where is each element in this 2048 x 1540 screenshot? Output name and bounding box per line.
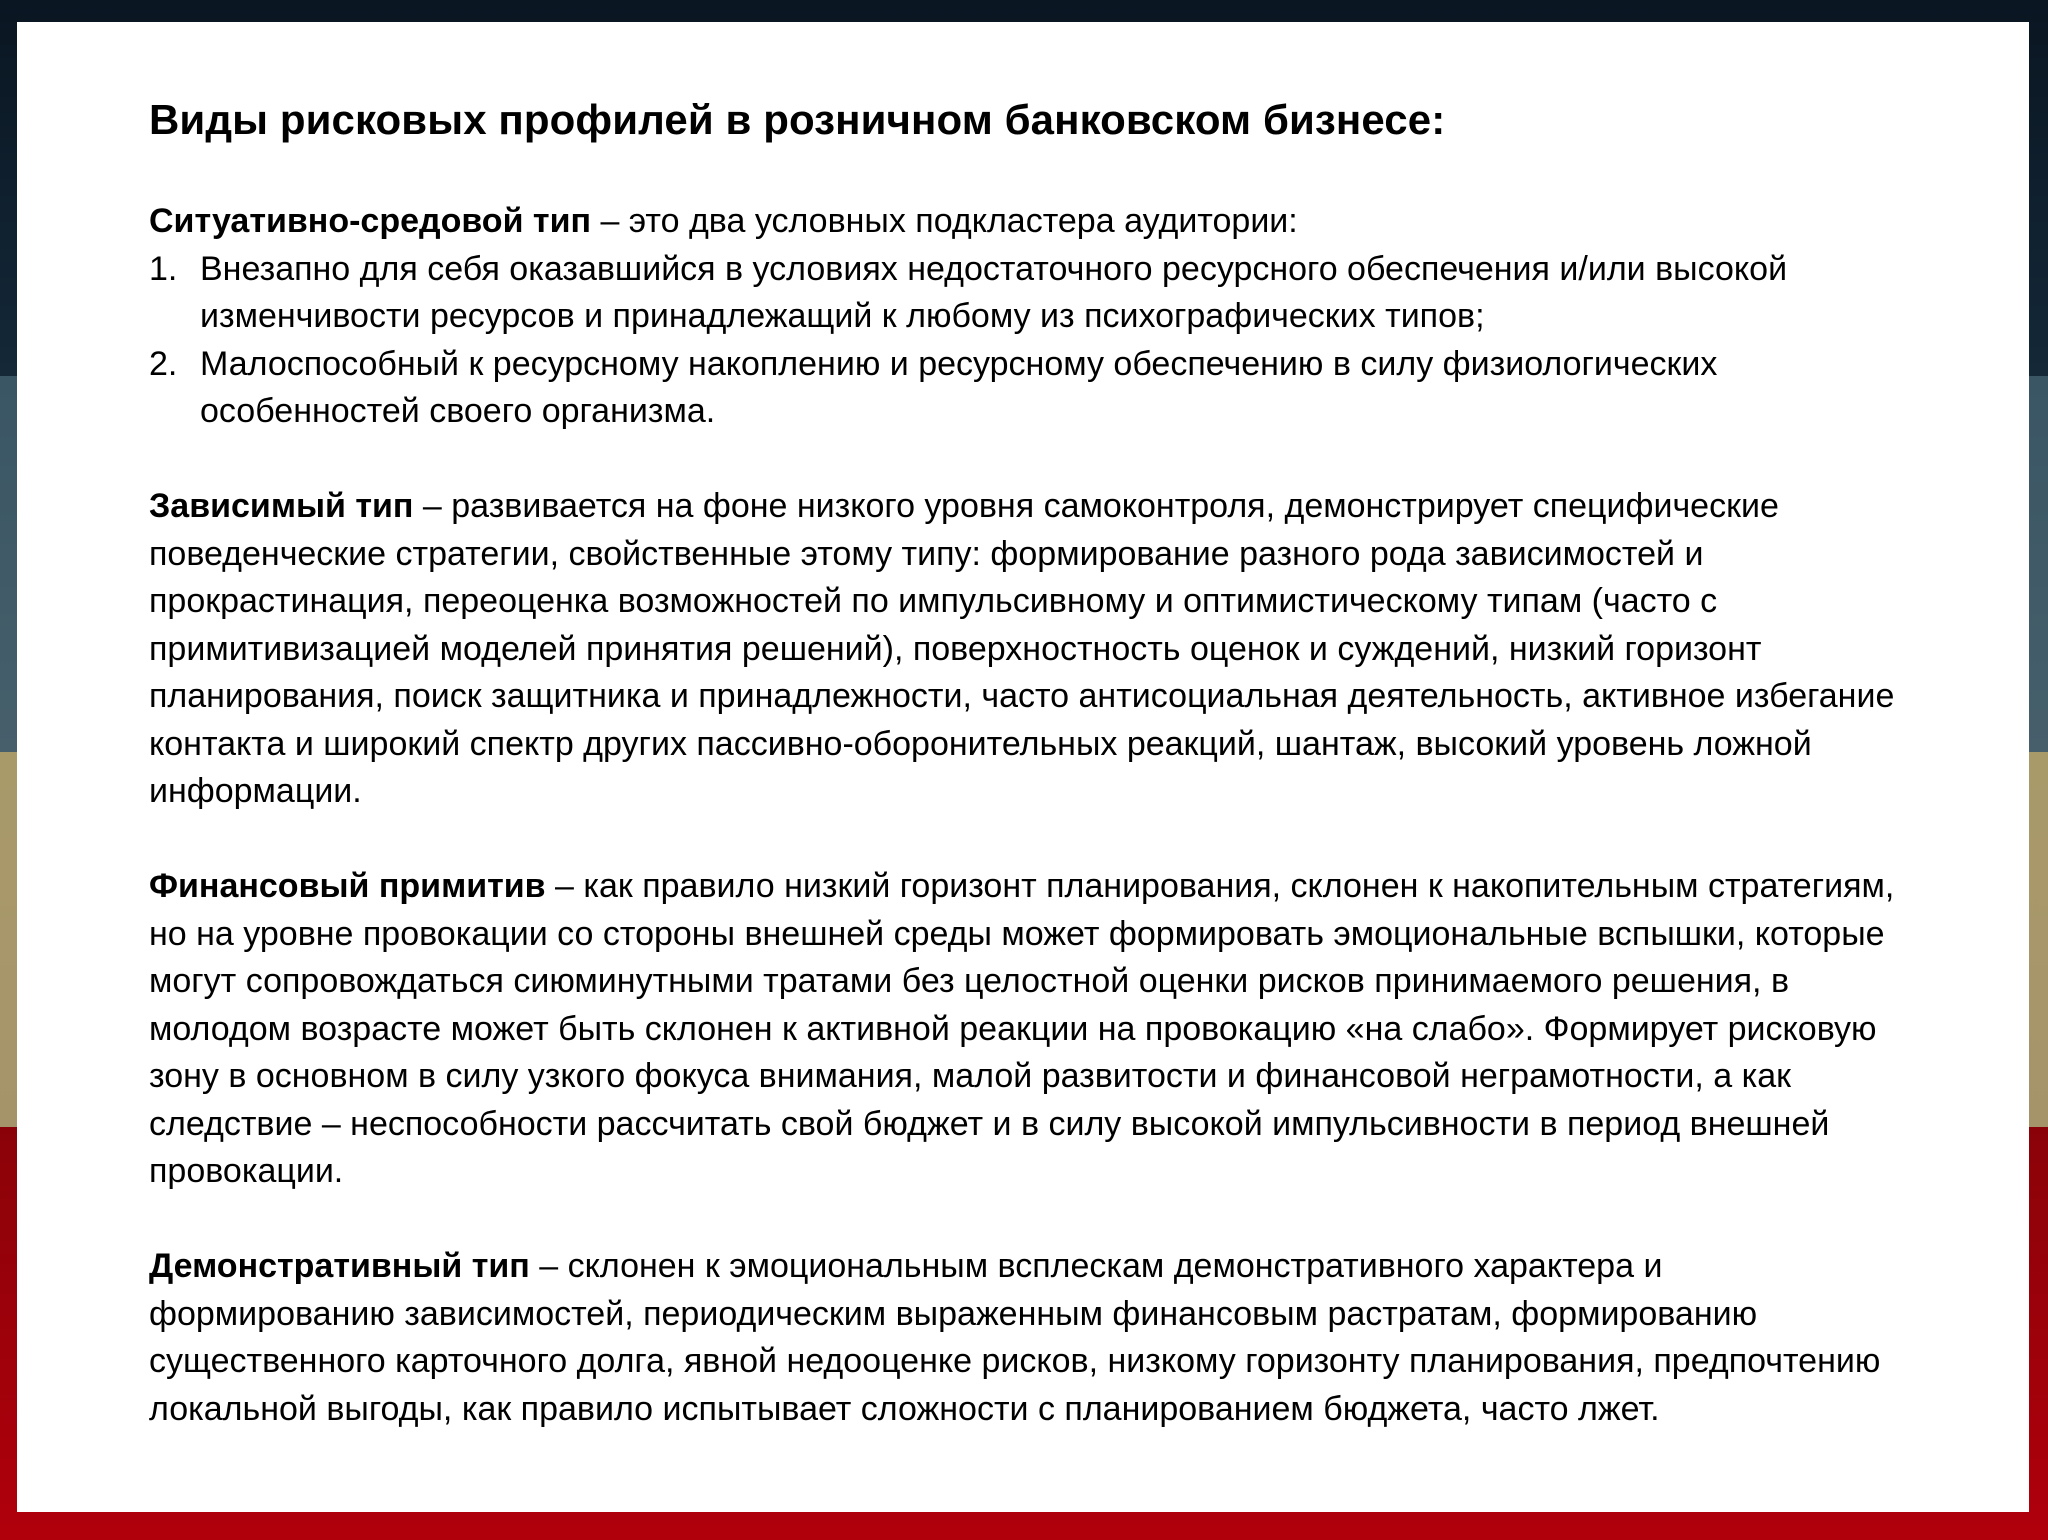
- section-demonstrative-type: [149, 1243, 1909, 1433]
- list-item: [149, 246, 1909, 341]
- section-financial-primitive: [149, 863, 1909, 1196]
- section-term: Финансовый примитив: [149, 867, 546, 905]
- list-item: [149, 341, 1909, 436]
- list-item-number: 2.: [149, 344, 178, 383]
- section-term: Зависимый тип: [149, 487, 414, 525]
- section-term: Демонстративный тип: [149, 1247, 530, 1285]
- section-paragraph: [149, 198, 1909, 246]
- list-item-text: Внезапно для себя оказавшийся в условиях недостаточного ресурсного обеспечения и/или высокой изменчивости ресурсов и принадлежащий к любому из психографических типов;: [200, 249, 1788, 335]
- slide-content-card: [17, 22, 2029, 1512]
- slide-title: Виды рисковых профилей в розничном банковском бизнесе:: [149, 96, 1446, 143]
- section-term: Ситуативно-средовой тип: [149, 202, 591, 240]
- subcluster-list: [149, 246, 1909, 436]
- section-dependent-type: [149, 483, 1909, 816]
- section-text: – как правило низкий горизонт планирования, склонен к накопительным стратегиям, но на уровне провокации со стороны внешней среды может формировать эмоциональные вспышки, которые могут сопровождаться сиюминутными тратами без целостной оценки рисков принимаемого решения, в молодом возрасте может быть склонен к активной реакции на провокацию «на слабо». Формирует рисковую зону в основном в силу узкого фокуса внимания, малой развитости и финансовой неграмотности, а как следствие – неспособности рассчитать свой бюджет и в силу высокой импульсивности в период внешней провокации.: [149, 867, 1895, 1190]
- section-text: – склонен к эмоциональным всплескам демонстративного характера и формированию зависимостей, периодическим выраженным финансовым растратам, формированию существенного карточного долга, явной недооценке рисков, низкому горизонту планирования, предпочтению локальной выгоды, как правило испытывает сложности с планированием бюджета, часто лжет.: [149, 1247, 1881, 1428]
- list-item-text: Малоспособный к ресурсному накоплению и ресурсному обеспечению в силу физиологических особенностей своего организма.: [200, 344, 1718, 430]
- section-text: – это два условных подкластера аудитории:: [591, 202, 1298, 240]
- list-item-number: 1.: [149, 249, 178, 288]
- section-situational-type: [149, 198, 1909, 436]
- section-text: – развивается на фоне низкого уровня самоконтроля, демонстрирует специфические поведенческие стратегии, свойственные этому типу: формирование разного рода зависимостей и прокрастинация, переоценка возможностей по импульсивному и оптимистическому типам (часто с примитивизацией моделей принятия решений), поверхностность оценок и суждений, низкий горизонт планирования, поиск защитника и принадлежности, часто антисоциальная деятельность, активное избегание контакта и широкий спектр других пассивно-оборонительных реакций, шантаж, высокий уровень ложной информации.: [149, 487, 1895, 810]
